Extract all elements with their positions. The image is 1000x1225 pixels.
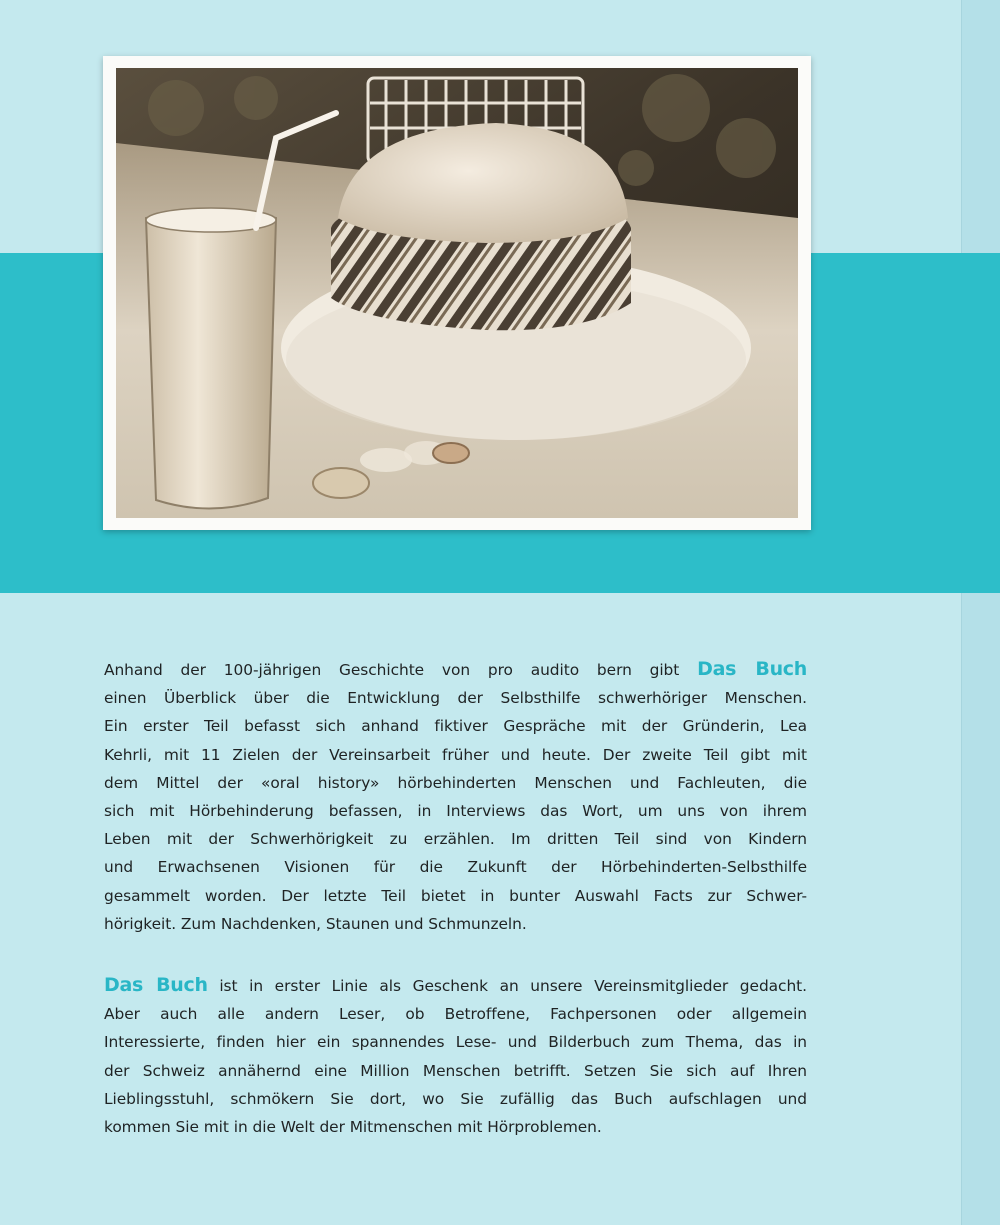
text-line: einen Überblick über die Entwicklung der Selbsthilfe schwerhöriger Menschen. — [104, 689, 807, 708]
text-line: Ein erster Teil befasst sich anhand fiktiver Gespräche mit der Gründerin, Lea — [104, 717, 807, 736]
text-line: gesammelt worden. Der letzte Teil bietet in bunter Auswahl Facts zur Schwer- — [104, 886, 807, 905]
text-line: kommen Sie mit in die Welt der Mitmenschen mit Hörproblemen. — [104, 1118, 602, 1137]
text-line: Kehrli, mit 11 Zielen der Vereinsarbeit früher und heute. Der zweite Teil gibt mit — [104, 745, 807, 764]
photo-frame — [103, 56, 811, 530]
text-line: hörigkeit. Zum Nachdenken, Staunen und Schmunzeln. — [104, 914, 527, 933]
description-paragraph-2 — [104, 971, 807, 1141]
text-line: sich mit Hörbehinderung befassen, in Interviews das Wort, um uns von ihrem — [104, 802, 807, 821]
text-line: dem Mittel der «oral history» hörbehinderten Menschen und Fachleuten, die — [104, 773, 807, 792]
book-title-highlight: Das Buch — [104, 974, 208, 996]
text-line: der Schweiz annähernd eine Million Menschen betrifft. Setzen Sie sich auf Ihren — [104, 1061, 807, 1080]
text-line-content: ist in erster Linie als Geschenk an unsere Vereinsmitglieder gedacht. — [219, 977, 807, 995]
text-line: Leben mit der Schwerhörigkeit zu erzählen. Im dritten Teil sind von Kindern — [104, 830, 807, 849]
text-line: und Erwachsenen Visionen für die Zukunft der Hörbehinderten-Selbsthilfe — [104, 858, 807, 877]
text-line — [104, 971, 807, 1000]
cover-edge — [961, 0, 1000, 1225]
text-line: Lieblingsstuhl, schmökern Sie dort, wo Sie zufällig das Buch aufschlagen und — [104, 1089, 807, 1108]
text-line: Aber auch alle andern Leser, ob Betroffene, Fachpersonen oder allgemein — [104, 1005, 807, 1024]
hat-and-drink-photo — [116, 68, 798, 518]
text-line-content: Anhand der 100-jährigen Geschichte von pro audito bern gibt — [104, 661, 680, 679]
text-line: Interessierte, finden hier ein spannendes Lese- und Bilderbuch zum Thema, das in — [104, 1033, 807, 1052]
text-line — [104, 655, 807, 684]
description-paragraph-1 — [104, 655, 807, 938]
book-title-highlight: Das Buch — [697, 658, 807, 680]
